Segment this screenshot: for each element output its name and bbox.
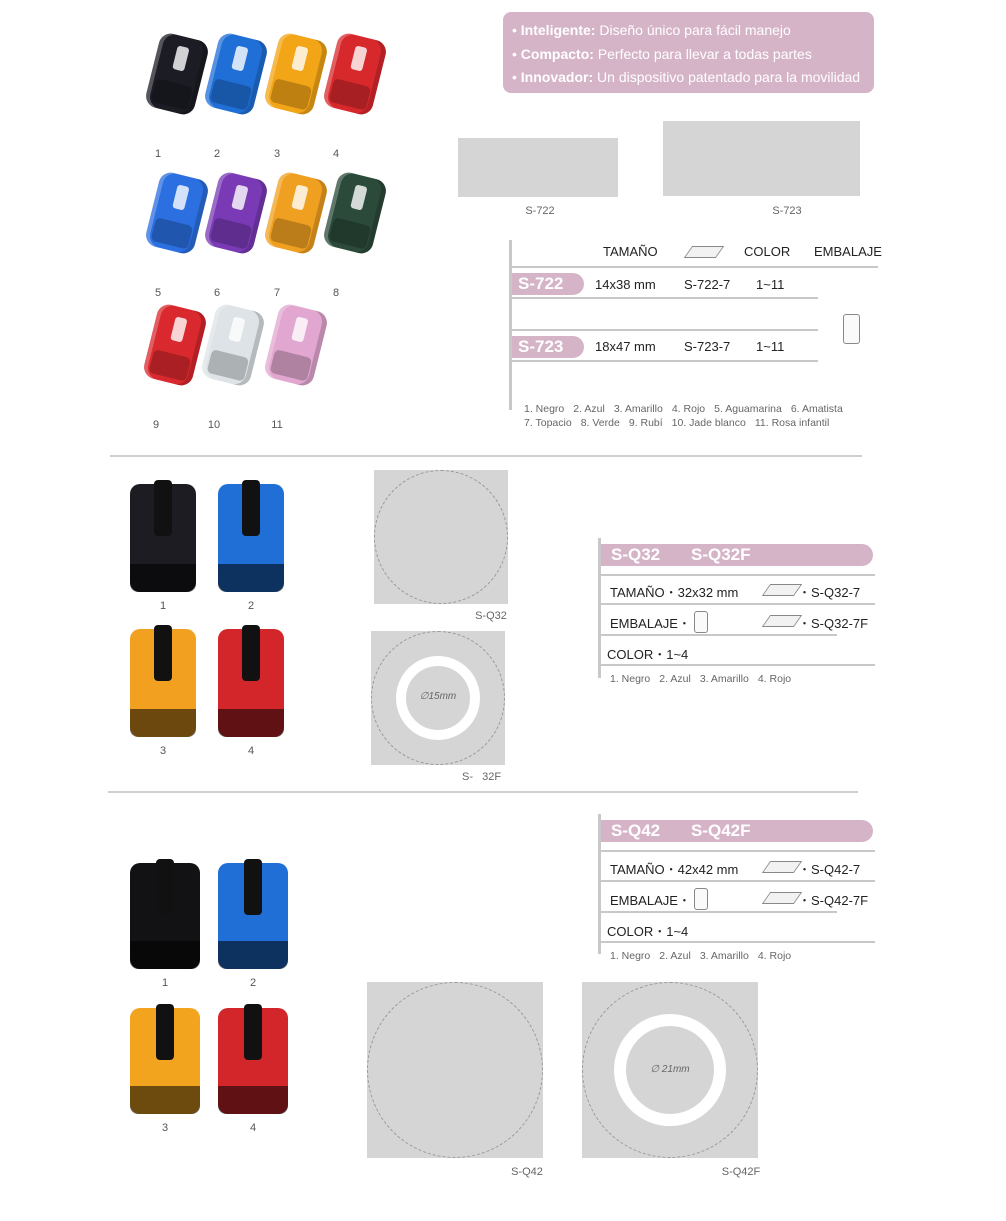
stamp-number: 4 (332, 148, 340, 160)
stamp-s722-5 (144, 170, 211, 256)
model-title: S-Q42F (691, 821, 751, 840)
packaging-box-icon (843, 314, 860, 344)
section-divider (110, 455, 862, 457)
stamp-window (291, 184, 308, 210)
imprint-label: S-Q42 (511, 1166, 543, 1178)
spec-size: TAMAÑO・42x42 mm (610, 862, 739, 877)
legend-item: 7. Topacio (524, 417, 572, 429)
row-color: 1~11 (756, 339, 785, 354)
stamp-sq42-3 (130, 1008, 200, 1114)
stamp-foot (130, 709, 196, 737)
stamp-number: 5 (154, 287, 162, 299)
imprint-label: S-723 (772, 205, 802, 217)
feature-item: • Inteligente: Diseño único para fácil manejo (512, 22, 791, 38)
stamp-s722-9 (142, 302, 209, 388)
stamp-clip (242, 625, 260, 681)
stamp-number: 6 (213, 287, 221, 299)
header-rule (512, 266, 878, 268)
stamp-base (207, 349, 250, 381)
stamp-s722-11 (263, 302, 330, 388)
stamp-base (210, 217, 253, 249)
color-legend (610, 950, 800, 962)
legend-item: 6. Amatista (790, 403, 843, 415)
stamp-number: 7 (273, 287, 281, 299)
imprint-circle-guide (367, 982, 543, 1158)
stamp-window (228, 316, 245, 342)
color-legend (524, 417, 838, 429)
row-color: 1~11 (756, 277, 785, 292)
stamp-foot (218, 564, 284, 592)
stamp-number: 10 (207, 419, 221, 431)
refill-tray-icon (762, 584, 802, 596)
imprint-label: S-Q32 (475, 610, 507, 622)
color-legend (524, 403, 852, 415)
row-size: 18x47 mm (595, 339, 656, 354)
row-rule (512, 297, 818, 299)
spec-rule (601, 634, 837, 636)
stamp-window (170, 316, 187, 342)
refill-tray-icon (684, 246, 724, 258)
spec-rule (601, 911, 837, 913)
stamp-foot (130, 564, 196, 592)
section-divider (108, 791, 858, 793)
header-packaging: EMBALAJE (814, 244, 882, 259)
spec-packaging: EMBALAJE・ (610, 616, 691, 631)
model-title: S-Q42 (611, 821, 661, 840)
packaging-box-icon (694, 611, 708, 633)
spec-rule (601, 880, 875, 882)
stamp-base (151, 217, 194, 249)
legend-item: 1. Negro (610, 673, 651, 685)
stamp-window (172, 45, 189, 71)
stamp-foot (130, 1086, 200, 1114)
stamp-s722-10 (200, 302, 267, 388)
stamp-window (231, 45, 248, 71)
spec-refill: ・S-Q42-7 (798, 862, 861, 877)
stamp-base (151, 78, 194, 110)
legend-item: 2. Azul (659, 950, 691, 962)
header-size: TAMAÑO (603, 244, 658, 259)
stamp-number: 8 (332, 287, 340, 299)
stamp-s722-3 (263, 31, 330, 117)
stamp-number: 1 (161, 977, 169, 989)
stamp-s722-8 (322, 170, 389, 256)
refill-tray-icon (762, 615, 802, 627)
stamp-number: 3 (161, 1122, 169, 1134)
row-rule (512, 360, 818, 362)
stamp-base (270, 349, 313, 381)
stamp-number: 1 (154, 148, 162, 160)
legend-item: 11. Rosa infantil (754, 417, 830, 429)
stamp-base (329, 217, 372, 249)
stamp-s722-1 (144, 31, 211, 117)
model-badge-s722: S-722 (512, 273, 584, 295)
stamp-foot (218, 709, 284, 737)
imprint-label: S-722 (525, 205, 555, 217)
row-rule (512, 329, 818, 331)
ring-diameter-label: ∅15mm (419, 691, 457, 702)
legend-item: 4. Rojo (671, 403, 706, 415)
stamp-sq32-4 (218, 629, 284, 737)
stamp-foot (130, 941, 200, 969)
stamp-sq32-2 (218, 484, 284, 592)
legend-item: 1. Negro (524, 403, 565, 415)
stamp-number: 2 (213, 148, 221, 160)
stamp-base (210, 78, 253, 110)
stamp-sq42-4 (218, 1008, 288, 1114)
imprint-circle-guide (374, 470, 508, 604)
feature-item: • Innovador: Un dispositivo patentado para la movilidad (512, 69, 861, 85)
stamp-clip (244, 1004, 262, 1060)
stamp-window (350, 45, 367, 71)
stamp-window (231, 184, 248, 210)
spec-rule (601, 664, 875, 666)
model-title: S-Q32 (611, 545, 661, 564)
stamp-clip (156, 1004, 174, 1060)
header-color: COLOR (744, 244, 791, 259)
spec-rule (601, 850, 875, 852)
stamp-window (172, 184, 189, 210)
imprint-label: S-Q42F (721, 1166, 761, 1178)
stamp-number: 4 (249, 1122, 257, 1134)
legend-item: 9. Rubí (628, 417, 663, 429)
legend-item: 3. Amarillo (613, 403, 663, 415)
legend-item: 3. Amarillo (699, 673, 749, 685)
stamp-clip (242, 480, 260, 536)
spec-rule (601, 574, 875, 576)
legend-item: 5. Aguamarina (714, 403, 782, 415)
stamp-sq42-2 (218, 863, 288, 969)
spec-refill: ・S-Q32-7 (798, 585, 861, 600)
imprint-s722 (458, 138, 618, 197)
stamp-base (149, 349, 192, 381)
stamp-foot (218, 941, 288, 969)
legend-item: 8. Verde (580, 417, 620, 429)
row-refill: S-723-7 (684, 339, 731, 354)
stamp-clip (156, 859, 174, 915)
stamp-window (291, 45, 308, 71)
refill-tray-icon (762, 892, 802, 904)
imprint-s723 (663, 121, 860, 196)
legend-item: 2. Azul (659, 673, 691, 685)
stamp-sq32-3 (130, 629, 196, 737)
row-size: 14x38 mm (595, 277, 656, 292)
legend-item: 10. Jade blanco (671, 417, 746, 429)
stamp-clip (154, 480, 172, 536)
legend-item: 2. Azul (573, 403, 605, 415)
color-legend (610, 673, 800, 685)
legend-item: 4. Rojo (757, 673, 792, 685)
model-title: S-Q32F (691, 545, 751, 564)
stamp-number: 3 (159, 745, 167, 757)
feature-list (512, 19, 872, 90)
stamp-window (350, 184, 367, 210)
stamp-s722-2 (203, 31, 270, 117)
model-badge-s723: S-723 (512, 336, 584, 358)
stamp-number: 9 (152, 419, 160, 431)
stamp-clip (154, 625, 172, 681)
stamp-s722-6 (203, 170, 270, 256)
refill-tray-icon (762, 861, 802, 873)
spec-refill: ・S-Q42-7F (798, 893, 869, 908)
stamp-number: 1 (159, 600, 167, 612)
legend-item: 4. Rojo (757, 950, 792, 962)
stamp-number: 3 (273, 148, 281, 160)
stamp-number: 2 (247, 600, 255, 612)
spec-color: COLOR・1~4 (607, 924, 689, 939)
spec-rule (601, 941, 875, 943)
feature-item: • Compacto: Perfecto para llevar a todas partes (512, 45, 812, 62)
spec-refill: ・S-Q32-7F (798, 616, 869, 631)
packaging-box-icon (694, 888, 708, 910)
legend-item: 3. Amarillo (699, 950, 749, 962)
spec-packaging: EMBALAJE・ (610, 893, 691, 908)
spec-color: COLOR・1~4 (607, 647, 689, 662)
spec-size: TAMAÑO・32x32 mm (610, 585, 739, 600)
imprint-label: S- 32F (462, 771, 502, 783)
stamp-sq42-1 (130, 863, 200, 969)
stamp-number: 2 (249, 977, 257, 989)
stamp-number: 4 (247, 745, 255, 757)
stamp-s722-7 (263, 170, 330, 256)
stamp-base (270, 217, 313, 249)
stamp-s722-4 (322, 31, 389, 117)
legend-item: 1. Negro (610, 950, 651, 962)
stamp-base (270, 78, 313, 110)
spec-rule (601, 603, 875, 605)
stamp-sq32-1 (130, 484, 196, 592)
stamp-window (291, 316, 308, 342)
stamp-foot (218, 1086, 288, 1114)
stamp-clip (244, 859, 262, 915)
ring-diameter-label: ∅ 21mm (650, 1064, 690, 1075)
stamp-base (329, 78, 372, 110)
row-refill: S-722-7 (684, 277, 731, 292)
stamp-number: 11 (271, 419, 283, 431)
